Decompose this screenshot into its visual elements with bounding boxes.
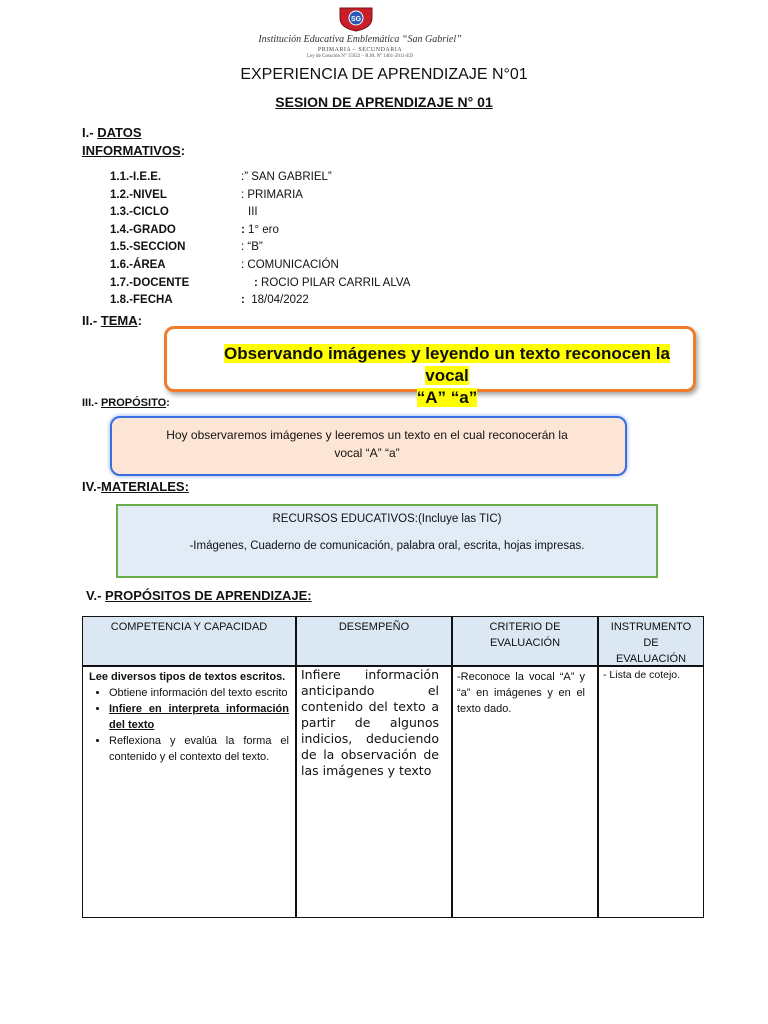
proposito-box [110, 416, 627, 476]
table-cell-desempeno: Infiere información anticipando el contenido del texto a partir de algunos indicios, deduciendo de la observación de las imágenes y texto [301, 667, 439, 778]
tema-box [164, 326, 696, 407]
section-proposito-heading: III.- PROPÓSITO: [82, 397, 170, 409]
proposito-text: Hoy observaremos imágenes y leeremos un texto en el cual reconocerán la vocal “A” “a” [166, 428, 568, 460]
table-cell-instrumento: - Lista de cotejo. [603, 669, 681, 681]
table-header-criterio: CRITERIO DE EVALUACIÓN [453, 617, 597, 665]
info-label: 1.4.-GRADO [110, 224, 176, 236]
section-label: DATOS [97, 125, 142, 140]
list-item: • Infiere en interpreta información del texto [109, 701, 289, 733]
table-cell-criterio: -Reconoce la vocal “A” y “a” en imágenes y en el texto dado. [457, 671, 585, 715]
logo-badge-text: SG [350, 16, 362, 23]
info-value: : COMUNICACIÓN [241, 259, 339, 271]
section-tema-heading: II.- TEMA: [82, 313, 142, 328]
info-label: 1.5.-SECCION [110, 241, 186, 253]
table-header-competencia: COMPETENCIA Y CAPACIDAD [83, 617, 295, 665]
competencia-title: Lee diversos tipos de textos escritos. [89, 671, 286, 683]
info-value: :” SAN GABRIEL” [241, 171, 332, 183]
section-datos-heading: I.- DATOS INFORMATIVOS: [82, 125, 186, 158]
table-header-instrumento: INSTRUMENTO DE EVALUACIÓN [599, 617, 703, 665]
list-item: • Reflexiona y evalúa la forma el contenido y el contexto del texto. [109, 733, 289, 765]
section-number: I.- [82, 125, 94, 140]
tema-text: Observando imágenes y leyendo un texto reconocen la vocal “A” “a” [224, 344, 670, 407]
section-label: INFORMATIVOS [82, 143, 181, 158]
section-propositos-heading: V.- PROPÓSITOS DE APRENDIZAJE: [86, 588, 312, 603]
table-header-desempeno: DESEMPEÑO [297, 617, 451, 665]
table-divider [597, 617, 599, 917]
materiales-box [116, 504, 658, 578]
table-divider [295, 617, 297, 917]
institution-resolution: Ley de Creación Nº 15922 – R.M. Nº 1461-2011-ED [307, 54, 413, 59]
table-divider [451, 617, 453, 917]
document-subtitle: SESION DE APRENDIZAJE N° 01 [275, 94, 493, 110]
list-item: • Obtiene información del texto escrito [109, 685, 289, 701]
info-value: ROCIO PILAR CARRIL ALVA [261, 277, 411, 289]
info-value: 1° ero [248, 224, 279, 236]
info-value: : PRIMARIA [241, 189, 303, 201]
institution-levels: PRIMARIA – SECUNDARIA [317, 47, 403, 53]
section-materiales-heading: IV.-MATERIALES: [82, 479, 189, 494]
info-label: 1.1.-I.E.E. [110, 171, 162, 183]
info-label: 1.2.-NIVEL [110, 189, 167, 201]
info-label: 1.7.-DOCENTE [110, 277, 190, 289]
info-label: 1.3.-CICLO [110, 206, 169, 218]
institution-name: Institución Educativa Emblemática “San Gabriel” [258, 34, 462, 45]
propositos-table [82, 616, 704, 918]
info-value: III [248, 206, 258, 218]
document-title: EXPERIENCIA DE APRENDIZAJE N°01 [240, 66, 528, 83]
institution-logo [230, 6, 530, 62]
info-label: 1.8.-FECHA [110, 294, 173, 306]
school-shield-icon [336, 6, 376, 32]
materiales-text: -Imágenes, Cuaderno de comunicación, palabra oral, escrita, hojas impresas. [189, 540, 585, 552]
table-cell-competencia [89, 669, 289, 765]
info-value: : “B” [241, 241, 263, 253]
info-value: 18/04/2022 [251, 294, 309, 306]
capacidades-list [89, 685, 289, 765]
info-label: 1.6.-ÁREA [110, 259, 166, 271]
materiales-header: RECURSOS EDUCATIVOS:(Incluye las TIC) [272, 513, 502, 525]
